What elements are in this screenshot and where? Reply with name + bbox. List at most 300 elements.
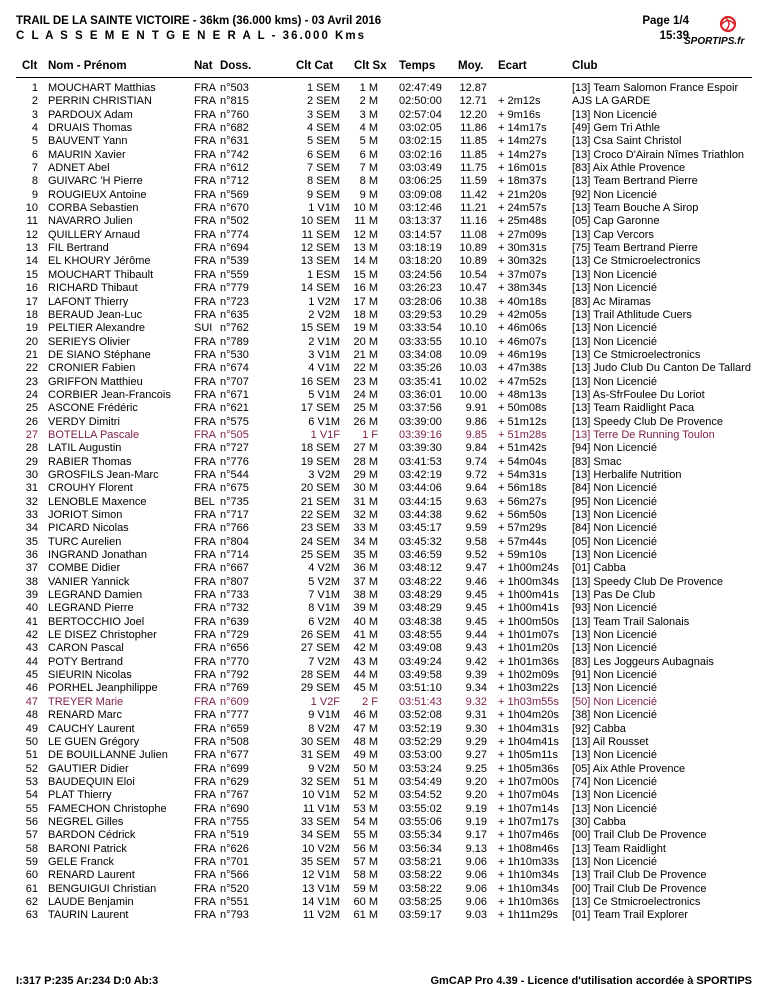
- table-row: [0, 309, 768, 322]
- cell-nat: SUI: [194, 322, 213, 335]
- cell-time: 03:35:41: [399, 375, 442, 388]
- col-name: Nom - Prénom: [48, 60, 127, 72]
- cell-club: [93] Non Licencié: [572, 602, 657, 615]
- cell-sx: 57 M: [353, 855, 378, 868]
- cell-time: 03:55:06: [399, 815, 442, 828]
- cell-doss: n°621: [220, 402, 249, 415]
- cell-sx: 14 M: [353, 255, 378, 268]
- cell-cat: 31 SEM: [300, 749, 340, 762]
- cell-doss: n°779: [220, 282, 249, 295]
- cell-sx: 45 M: [353, 682, 378, 695]
- cell-doss: n°804: [220, 535, 249, 548]
- cell-club: [13] Non Licencié: [572, 509, 657, 521]
- table-row: [0, 269, 768, 282]
- cell-name: EL KHOURY Jérôme: [48, 255, 151, 268]
- cell-sx: 50 M: [353, 762, 378, 775]
- cell-rank: 14: [25, 255, 38, 268]
- cell-doss: n°776: [220, 455, 249, 468]
- cell-club: [13] Csa Saint Christol: [572, 135, 682, 148]
- cell-cat: 2 V2M: [308, 308, 340, 321]
- cell-club: [13] Non Licencié: [572, 802, 657, 815]
- cell-cat: 1 SEM: [306, 82, 340, 94]
- cell-cat: 12 SEM: [300, 242, 340, 255]
- cell-name: NAVARRO Julien: [48, 215, 133, 228]
- cell-doss: n°544: [220, 468, 249, 481]
- cell-nat: FRA: [194, 162, 216, 175]
- cell-name: LATIL Augustin: [48, 442, 122, 455]
- cell-moy: 9.19: [465, 815, 487, 828]
- cell-doss: n°519: [220, 829, 249, 842]
- cell-rank: 62: [25, 895, 38, 908]
- cell-club: [00] Trail Club De Provence: [572, 829, 707, 842]
- cell-club: [50] Non Licencié: [572, 695, 657, 708]
- table-row: [0, 883, 768, 896]
- cell-club: [13] Herbalife Nutrition: [572, 468, 682, 481]
- cell-time: 03:39:30: [399, 442, 442, 455]
- cell-rank: 20: [25, 335, 38, 348]
- footer-license: GmCAP Pro 4.39 - Licence d'utilisation accordée à SPORTIPS: [430, 975, 752, 987]
- cell-sx: 55 M: [353, 829, 378, 842]
- cell-club: [13] Non Licencié: [572, 549, 657, 562]
- cell-rank: 44: [25, 655, 38, 668]
- cell-moy: 11.42: [460, 188, 487, 201]
- cell-nat: FRA: [194, 468, 216, 481]
- cell-time: 03:29:53: [399, 308, 442, 321]
- cell-club: [13] Team Raidlight Paca: [572, 402, 695, 415]
- cell-doss: n°505: [220, 428, 249, 441]
- cell-doss: n°639: [220, 615, 249, 628]
- table-row: [0, 602, 768, 615]
- cell-doss: n°629: [220, 775, 249, 788]
- results-subtitle: C L A S S E M E N T G E N E R A L - 36.000 Kms: [16, 30, 366, 42]
- cell-cat: 1 V2F: [310, 695, 340, 708]
- cell-club: [05] Non Licencié: [572, 535, 657, 548]
- cell-cat: 9 V2M: [308, 762, 340, 775]
- cell-gap: + 38m34s: [498, 282, 547, 295]
- cell-club: [13] Team Bertrand Pierre: [572, 175, 698, 188]
- cell-nat: FRA: [194, 682, 216, 695]
- cell-name: GAUTIER Didier: [48, 762, 129, 775]
- cell-rank: 19: [25, 322, 38, 335]
- cell-nat: FRA: [194, 522, 216, 535]
- cell-name: ASCONE Frédéric: [48, 402, 138, 415]
- col-club: Club: [572, 60, 598, 72]
- cell-moy: 9.59: [465, 522, 487, 535]
- cell-name: PELTIER Alexandre: [48, 322, 146, 335]
- cell-doss: n°729: [220, 629, 249, 642]
- cell-club: [13] Ce Stmicroelectronics: [572, 895, 701, 908]
- cell-time: 03:03:49: [399, 162, 442, 175]
- cell-rank: 63: [25, 909, 38, 922]
- header-divider: [16, 77, 752, 78]
- cell-club: [00] Trail Club De Provence: [572, 882, 707, 895]
- cell-moy: 10.54: [459, 268, 487, 281]
- cell-time: 03:34:08: [399, 348, 442, 361]
- table-row: [0, 629, 768, 642]
- cell-sx: 41 M: [353, 629, 378, 642]
- cell-doss: n°566: [220, 869, 249, 882]
- cell-name: POTY Bertrand: [48, 655, 123, 668]
- cell-time: 03:18:20: [399, 255, 442, 268]
- cell-moy: 9.52: [465, 549, 487, 562]
- cell-moy: 10.03: [459, 362, 487, 375]
- cell-club: [13] Non Licencié: [572, 375, 657, 388]
- cell-doss: n°732: [220, 602, 249, 615]
- cell-gap: + 1h07m00s: [498, 775, 559, 788]
- cell-name: PARDOUX Adam: [48, 108, 133, 121]
- cell-rank: 30: [25, 468, 38, 481]
- table-row: [0, 536, 768, 549]
- col-rank: Clt: [22, 60, 38, 72]
- cell-sx: 16 M: [353, 282, 378, 295]
- cell-moy: 9.63: [465, 495, 487, 508]
- cell-rank: 9: [31, 188, 38, 201]
- cell-doss: n°503: [220, 82, 249, 94]
- cell-cat: 26 SEM: [300, 629, 340, 642]
- cell-doss: n°701: [220, 855, 249, 868]
- cell-gap: + 9m16s: [498, 108, 541, 121]
- cell-rank: 5: [31, 135, 38, 148]
- cell-moy: 9.17: [465, 829, 487, 842]
- cell-nat: FRA: [194, 749, 216, 762]
- cell-doss: n°733: [220, 589, 249, 602]
- cell-time: 03:41:53: [399, 455, 442, 468]
- cell-nat: FRA: [194, 348, 216, 361]
- cell-sx: 43 M: [353, 655, 378, 668]
- col-sx: Clt Sx: [354, 60, 387, 72]
- cell-gap: + 1h07m17s: [498, 815, 559, 828]
- cell-club: [83] Les Joggeurs Aubagnais: [572, 655, 714, 668]
- cell-cat: 29 SEM: [300, 682, 340, 695]
- cell-gap: + 1h04m31s: [498, 722, 559, 735]
- cell-rank: 49: [25, 722, 38, 735]
- cell-cat: 7 V2M: [308, 655, 340, 668]
- cell-sx: 9 M: [359, 188, 378, 201]
- cell-gap: + 46m07s: [498, 335, 547, 348]
- cell-doss: n°767: [220, 789, 249, 802]
- cell-cat: 10 V2M: [302, 842, 340, 855]
- table-row: [0, 723, 768, 736]
- cell-moy: 12.87: [459, 82, 487, 94]
- cell-cat: 8 V2M: [308, 722, 340, 735]
- cell-cat: 18 SEM: [300, 442, 340, 455]
- cell-time: 03:48:29: [399, 589, 442, 602]
- cell-name: CRONIER Fabien: [48, 362, 136, 375]
- cell-gap: + 1h11m29s: [498, 909, 559, 922]
- cell-name: GRIFFON Matthieu: [48, 375, 143, 388]
- cell-moy: 11.75: [460, 162, 487, 175]
- cell-gap: + 1h00m24s: [498, 562, 559, 575]
- cell-doss: n°792: [220, 669, 249, 682]
- cell-rank: 54: [25, 789, 38, 802]
- cell-moy: 10.10: [459, 322, 487, 335]
- cell-moy: 9.32: [465, 695, 487, 708]
- cell-gap: + 30m32s: [498, 255, 547, 268]
- cell-sx: 25 M: [353, 402, 378, 415]
- cell-gap: + 1h01m07s: [498, 629, 559, 642]
- cell-doss: n°670: [220, 202, 249, 215]
- cell-name: LEGRAND Pierre: [48, 602, 134, 615]
- cell-cat: 35 SEM: [300, 855, 340, 868]
- cell-club: [84] Non Licencié: [572, 522, 657, 535]
- cell-gap: + 46m06s: [498, 322, 547, 335]
- cell-nat: FRA: [194, 108, 216, 121]
- table-row: [0, 749, 768, 762]
- cell-cat: 24 SEM: [300, 535, 340, 548]
- cell-club: [92] Non Licencié: [572, 188, 657, 201]
- cell-rank: 33: [25, 509, 38, 521]
- cell-doss: n°530: [220, 348, 249, 361]
- cell-time: 03:55:34: [399, 829, 442, 842]
- cell-cat: 2 SEM: [306, 95, 340, 108]
- cell-name: LEGRAND Damien: [48, 589, 143, 602]
- cell-cat: 12 V1M: [302, 869, 340, 882]
- cell-rank: 42: [25, 629, 38, 642]
- cell-cat: 32 SEM: [300, 775, 340, 788]
- cell-sx: 3 M: [359, 108, 378, 121]
- cell-gap: + 1h03m55s: [498, 695, 559, 708]
- cell-name: MOUCHART Thibault: [48, 268, 154, 281]
- cell-gap: + 56m27s: [498, 495, 547, 508]
- cell-moy: 9.25: [465, 762, 487, 775]
- cell-rank: 25: [25, 402, 38, 415]
- table-row: [0, 215, 768, 228]
- cell-rank: 1: [31, 82, 38, 94]
- cell-rank: 4: [31, 122, 38, 135]
- cell-moy: 10.38: [459, 295, 487, 308]
- cell-name: PLAT Thierry: [48, 789, 112, 802]
- cell-name: TREYER Marie: [48, 695, 124, 708]
- cell-moy: 9.86: [465, 415, 487, 428]
- cell-sx: 18 M: [353, 308, 378, 321]
- cell-gap: + 56m50s: [498, 509, 547, 521]
- cell-moy: 11.59: [460, 175, 487, 188]
- col-moy: Moy.: [458, 60, 484, 72]
- cell-time: 03:54:49: [399, 775, 442, 788]
- cell-moy: 9.34: [465, 682, 487, 695]
- cell-moy: 11.85: [460, 135, 487, 148]
- cell-sx: 28 M: [353, 455, 378, 468]
- cell-time: 03:52:08: [399, 709, 442, 722]
- cell-nat: FRA: [194, 775, 216, 788]
- cell-rank: 36: [25, 549, 38, 562]
- cell-name: CROUHY Florent: [48, 482, 133, 495]
- cell-nat: FRA: [194, 282, 216, 295]
- cell-moy: 10.00: [459, 388, 487, 401]
- cell-name: SIEURIN Nicolas: [48, 669, 132, 682]
- cell-nat: FRA: [194, 268, 216, 281]
- cell-moy: 9.45: [465, 602, 487, 615]
- cell-cat: 14 V1M: [302, 895, 340, 908]
- cell-nat: FRA: [194, 215, 216, 228]
- cell-moy: 10.02: [459, 375, 487, 388]
- table-row: [0, 242, 768, 255]
- cell-gap: + 1h02m09s: [498, 669, 559, 682]
- cell-sx: 21 M: [353, 348, 378, 361]
- cell-cat: 34 SEM: [300, 829, 340, 842]
- cell-time: 03:26:23: [399, 282, 442, 295]
- cell-time: 03:56:34: [399, 842, 442, 855]
- cell-cat: 33 SEM: [300, 815, 340, 828]
- cell-club: [13] Trail Athlitude Cuers: [572, 308, 692, 321]
- cell-nat: FRA: [194, 202, 216, 215]
- cell-nat: FRA: [194, 869, 216, 882]
- cell-club: [05] Aix Athle Provence: [572, 762, 686, 775]
- table-row: [0, 896, 768, 909]
- cell-club: [84] Non Licencié: [572, 482, 657, 495]
- cell-doss: n°815: [220, 95, 249, 108]
- cell-name: LENOBLE Maxence: [48, 495, 147, 508]
- table-row: [0, 442, 768, 455]
- table-row: [0, 82, 768, 95]
- cell-moy: 9.06: [465, 855, 487, 868]
- cell-moy: 9.58: [465, 535, 487, 548]
- cell-club: [13] Non Licencié: [572, 108, 657, 121]
- cell-cat: 16 SEM: [300, 375, 340, 388]
- cell-time: 03:54:52: [399, 789, 442, 802]
- cell-doss: n°699: [220, 762, 249, 775]
- cell-time: 03:53:24: [399, 762, 442, 775]
- cell-name: TURC Aurelien: [48, 535, 122, 548]
- cell-club: [74] Non Licencié: [572, 775, 657, 788]
- cell-moy: 9.62: [465, 509, 487, 521]
- cell-rank: 32: [25, 495, 38, 508]
- table-row: [0, 696, 768, 709]
- cell-rank: 55: [25, 802, 38, 815]
- cell-sx: 60 M: [353, 895, 378, 908]
- cell-cat: 4 SEM: [306, 122, 340, 135]
- cell-doss: n°674: [220, 362, 249, 375]
- cell-moy: 9.72: [465, 468, 487, 481]
- cell-rank: 52: [25, 762, 38, 775]
- cell-gap: + 14m17s: [498, 122, 547, 135]
- cell-moy: 11.85: [460, 148, 487, 161]
- cell-moy: 10.89: [459, 242, 487, 255]
- table-row: [0, 416, 768, 429]
- cell-rank: 40: [25, 602, 38, 615]
- cell-doss: n°766: [220, 522, 249, 535]
- cell-club: [13] Team Trail Salonais: [572, 615, 690, 628]
- cell-rank: 48: [25, 709, 38, 722]
- cell-moy: 9.13: [465, 842, 487, 855]
- col-doss: Doss.: [220, 60, 252, 72]
- cell-gap: + 1h00m34s: [498, 575, 559, 588]
- cell-gap: + 1h07m14s: [498, 802, 559, 815]
- cell-gap: + 54m31s: [498, 468, 547, 481]
- cell-gap: + 24m57s: [498, 202, 547, 215]
- table-row: [0, 576, 768, 589]
- table-row: [0, 709, 768, 722]
- cell-rank: 3: [31, 108, 38, 121]
- cell-doss: n°609: [220, 695, 249, 708]
- cell-club: [13] Non Licencié: [572, 282, 657, 295]
- cell-moy: 10.10: [459, 335, 487, 348]
- cell-time: 03:44:15: [399, 495, 442, 508]
- cell-moy: 9.45: [465, 589, 487, 602]
- table-row: [0, 135, 768, 148]
- table-row: [0, 202, 768, 215]
- cell-nat: FRA: [194, 95, 216, 108]
- cell-cat: 21 SEM: [300, 495, 340, 508]
- cell-cat: 6 V1M: [308, 415, 340, 428]
- cell-club: [83] Smac: [572, 455, 622, 468]
- cell-rank: 21: [25, 348, 38, 361]
- logo-text: SPORTIPS.fr: [684, 36, 745, 47]
- cell-time: 03:49:58: [399, 669, 442, 682]
- cell-sx: 24 M: [353, 388, 378, 401]
- cell-cat: 3 V1M: [308, 348, 340, 361]
- table-row: [0, 736, 768, 749]
- cell-rank: 45: [25, 669, 38, 682]
- cell-sx: 52 M: [353, 789, 378, 802]
- cell-nat: FRA: [194, 135, 216, 148]
- cell-doss: n°677: [220, 749, 249, 762]
- cell-moy: 9.06: [465, 895, 487, 908]
- cell-nat: FRA: [194, 589, 216, 602]
- cell-sx: 17 M: [353, 295, 378, 308]
- cell-moy: 9.45: [465, 615, 487, 628]
- cell-rank: 18: [25, 308, 38, 321]
- cell-rank: 50: [25, 735, 38, 748]
- cell-rank: 29: [25, 455, 38, 468]
- cell-gap: + 1h07m46s: [498, 829, 559, 842]
- cell-time: 03:18:19: [399, 242, 442, 255]
- cell-time: 03:46:59: [399, 549, 442, 562]
- table-row: [0, 789, 768, 802]
- cell-name: FAMECHON Christophe: [48, 802, 167, 815]
- cell-club: [13] Team Raidlight: [572, 842, 666, 855]
- cell-moy: 10.09: [459, 348, 487, 361]
- cell-nat: FRA: [194, 188, 216, 201]
- cell-club: [13] Croco D'Airain Nîmes Triathlon: [572, 148, 745, 161]
- table-row: [0, 255, 768, 268]
- cell-sx: 1 M: [359, 82, 378, 94]
- cell-doss: n°793: [220, 909, 249, 922]
- page-number: Page 1/4: [642, 15, 689, 27]
- cell-moy: 10.89: [459, 255, 487, 268]
- cell-time: 02:57:04: [399, 108, 442, 121]
- cell-name: LE DISEZ Christopher: [48, 629, 157, 642]
- cell-rank: 15: [25, 268, 38, 281]
- cell-nat: FRA: [194, 535, 216, 548]
- cell-sx: 19 M: [353, 322, 378, 335]
- cell-doss: n°502: [220, 215, 249, 228]
- cell-sx: 61 M: [353, 909, 378, 922]
- cell-club: [83] Aix Athle Provence: [572, 162, 686, 175]
- cell-time: 03:24:56: [399, 268, 442, 281]
- cell-rank: 31: [25, 482, 38, 495]
- cell-sx: 29 M: [353, 468, 378, 481]
- cell-moy: 9.85: [465, 428, 487, 441]
- cell-sx: 12 M: [353, 228, 378, 241]
- cell-rank: 10: [25, 202, 38, 215]
- table-row: [0, 829, 768, 842]
- cell-doss: n°667: [220, 562, 249, 575]
- cell-nat: FRA: [194, 695, 216, 708]
- cell-sx: 48 M: [353, 735, 378, 748]
- cell-nat: FRA: [194, 122, 216, 135]
- cell-nat: FRA: [194, 242, 216, 255]
- cell-club: [30] Cabba: [572, 815, 626, 828]
- cell-rank: 6: [31, 148, 38, 161]
- cell-doss: n°656: [220, 642, 249, 655]
- cell-gap: + 1h04m41s: [498, 735, 559, 748]
- cell-moy: 9.29: [465, 735, 487, 748]
- cell-doss: n°626: [220, 842, 249, 855]
- cell-doss: n°777: [220, 709, 249, 722]
- cell-rank: 7: [31, 162, 38, 175]
- cell-time: 03:59:17: [399, 909, 442, 922]
